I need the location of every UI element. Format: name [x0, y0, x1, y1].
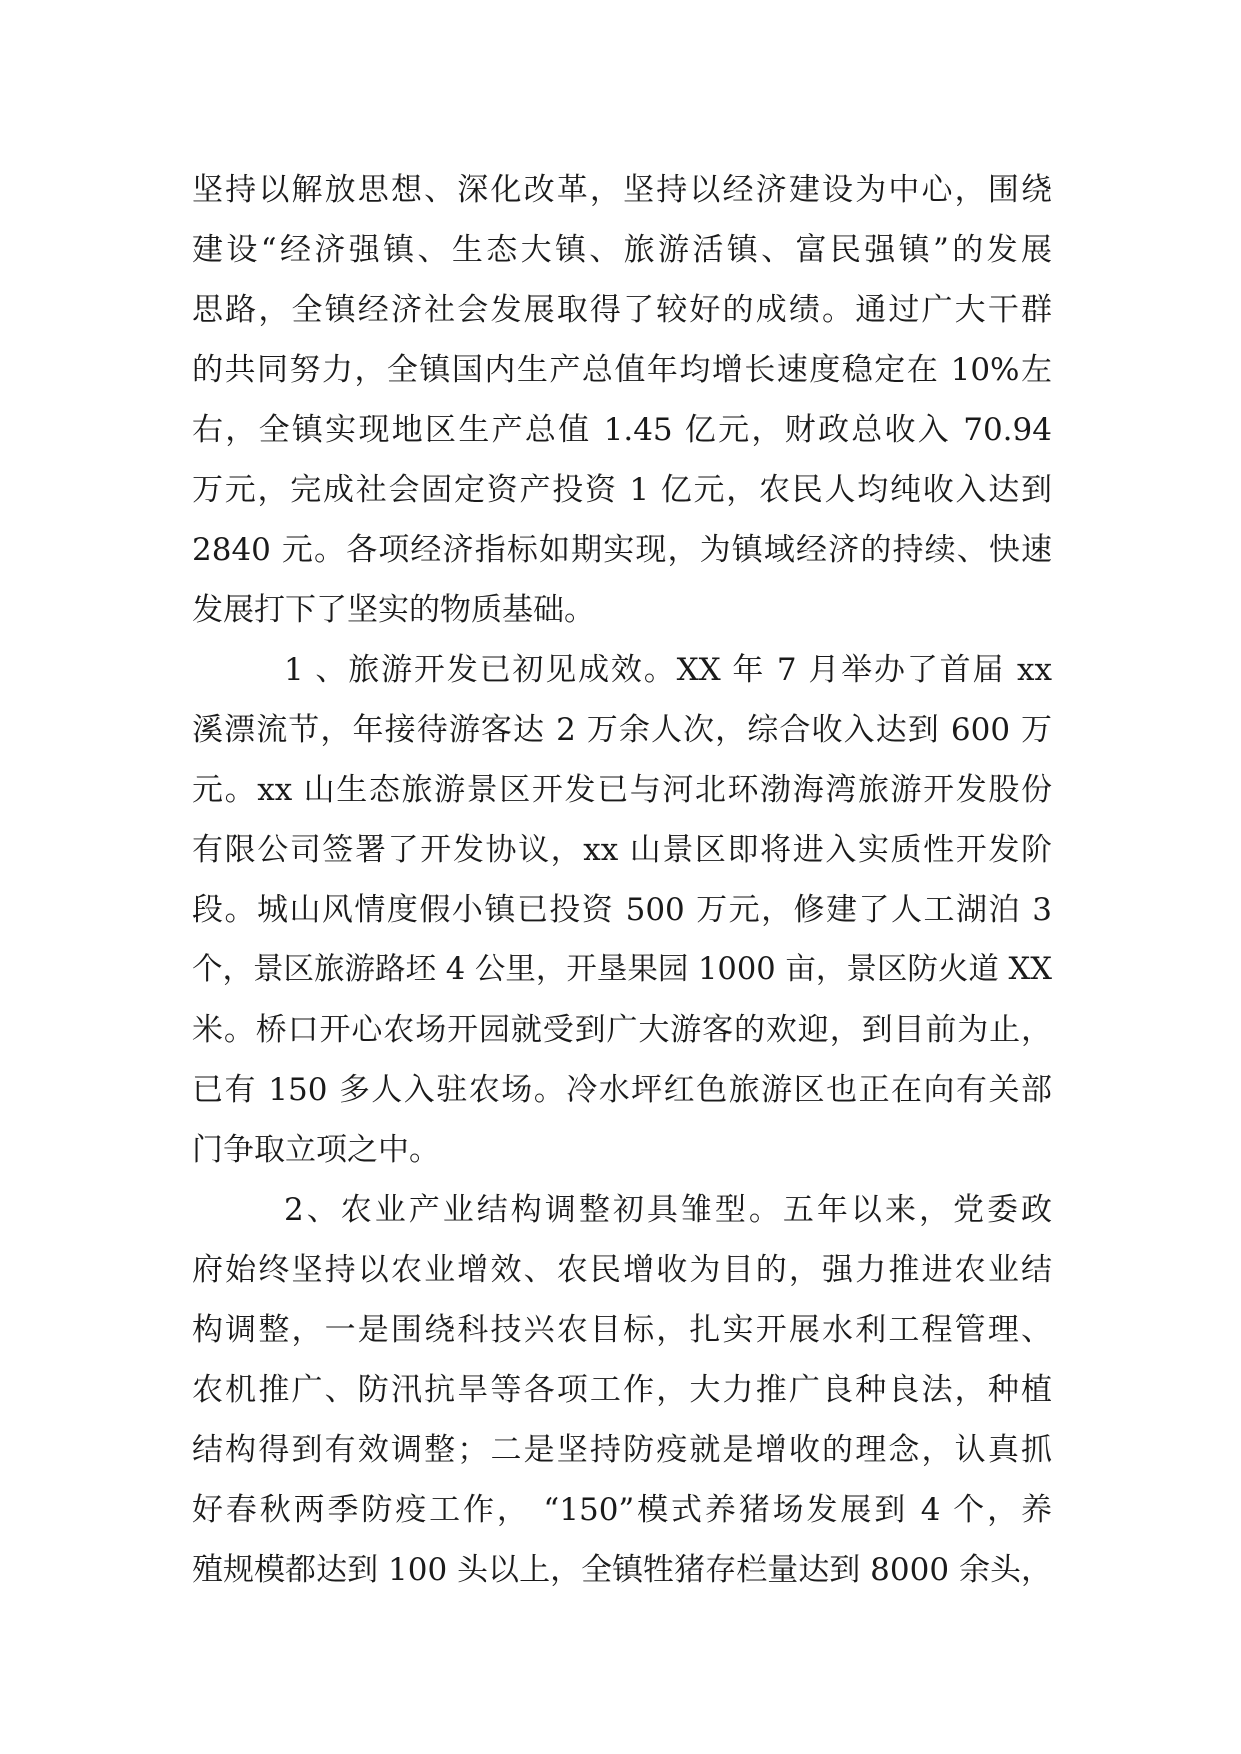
paragraph-intro [192, 160, 1052, 640]
text-line: 思路，全镇经济社会发展取得了较好的成绩。通过广大干群 [192, 292, 1052, 328]
text-line: 建设“经济强镇、生态大镇、旅游活镇、富民强镇”的发展 [192, 232, 1052, 268]
text-line: 1 、旅游开发已初见成效。XX 年 7 月举办了首届 xx [284, 652, 1052, 688]
document-body [192, 160, 1052, 1600]
text-line: 构调整，一是围绕科技兴农目标，扎实开展水利工程管理、 [192, 1312, 1052, 1348]
text-line: 2、农业产业结构调整初具雏型。五年以来，党委政 [284, 1192, 1052, 1228]
text-line: 米。桥口开心农场开园就受到广大游客的欢迎，到目前为止， [192, 1012, 1052, 1048]
text-line: 有限公司签署了开发协议，xx 山景区即将进入实质性开发阶 [192, 832, 1052, 868]
text-line: 的共同努力，全镇国内生产总值年均增长速度稳定在 10%左 [192, 352, 1052, 388]
text-line: 殖规模都达到 100 头以上，全镇牲猪存栏量达到 8000 余头， [192, 1552, 1052, 1588]
text-line: 发展打下了坚实的物质基础。 [192, 592, 595, 628]
text-line: 右，全镇实现地区生产总值 1.45 亿元，财政总收入 70.94 [192, 412, 1052, 448]
text-line: 已有 150 多人入驻农场。冷水坪红色旅游区也正在向有关部 [192, 1072, 1052, 1108]
paragraph-tourism [192, 640, 1052, 1180]
text-line: 门争取立项之中。 [192, 1132, 440, 1168]
text-line: 个，景区旅游路坯 4 公里，开垦果园 1000 亩，景区防火道 XX [192, 952, 1052, 987]
text-line: 段。城山风情度假小镇已投资 500 万元，修建了人工湖泊 3 [192, 892, 1052, 928]
text-line: 好春秋两季防疫工作， “150”模式养猪场发展到 4 个，养 [192, 1492, 1052, 1528]
text-line: 元。xx 山生态旅游景区开发已与河北环渤海湾旅游开发股份 [192, 772, 1052, 808]
text-line: 结构得到有效调整；二是坚持防疫就是增收的理念，认真抓 [192, 1432, 1052, 1468]
text-line: 万元，完成社会固定资产投资 1 亿元，农民人均纯收入达到 [192, 472, 1052, 508]
text-line: 农机推广、防汛抗旱等各项工作，大力推广良种良法，种植 [192, 1372, 1052, 1408]
text-line: 府始终坚持以农业增效、农民增收为目的，强力推进农业结 [192, 1252, 1052, 1288]
text-line: 溪漂流节，年接待游客达 2 万余人次，综合收入达到 600 万 [192, 712, 1052, 748]
text-line: 坚持以解放思想、深化改革，坚持以经济建设为中心，围绕 [192, 172, 1052, 208]
text-line: 2840 元。各项经济指标如期实现，为镇域经济的持续、快速 [192, 532, 1052, 568]
paragraph-agriculture [192, 1180, 1052, 1600]
